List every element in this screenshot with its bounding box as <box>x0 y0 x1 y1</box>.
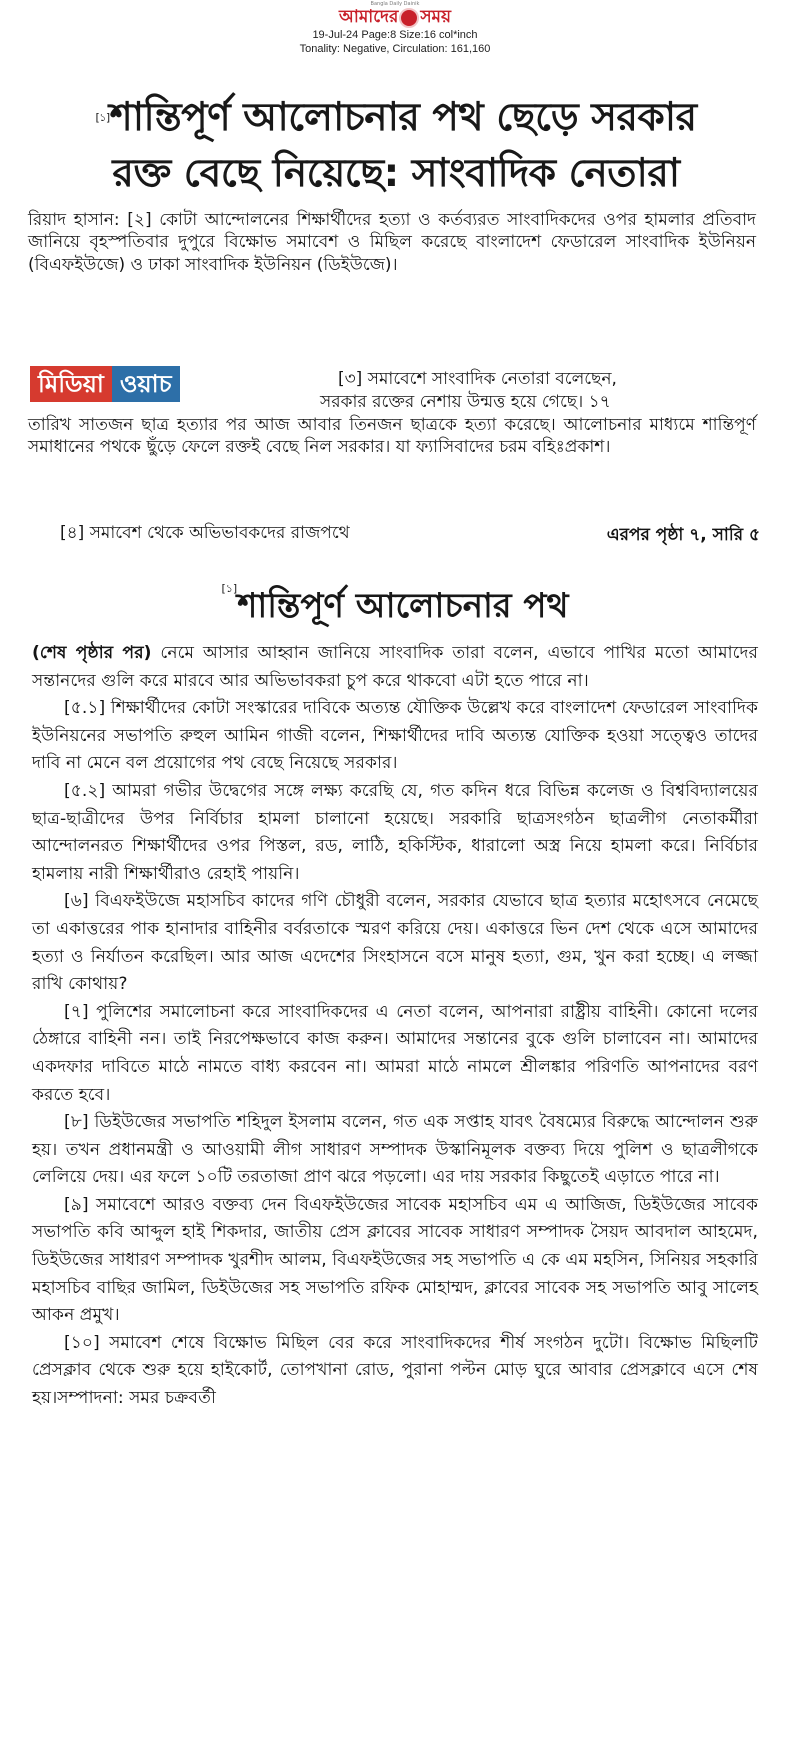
headline-line-2: রক্ত বেছে নিয়েছে: সাংবাদিক নেতারা <box>112 151 680 196</box>
badge-media-label: মিডিয়া <box>30 366 112 402</box>
lead-paragraph: (শেষ পৃষ্ঠার পর) নেমে আসার আহ্বান জানিয়ে সাংবাদিক তারা বলেন, এভাবে পাখির মতো আমাদের সন্তানদের গুলি করে মারবে আর অভিভাবকরা চুপ করে থাকবো এটা হতে পারে না। <box>32 643 758 691</box>
clip-meta-tonality: Tonality: Negative, Circulation: 161,160 <box>299 43 491 55</box>
article-body <box>32 640 758 1413</box>
para3-line2: সরকার রক্তের নেশায় উন্মত্ত হয়ে গেছে। ১৭ <box>320 392 611 412</box>
subhead-marker: [১] <box>221 582 238 595</box>
byline-paragraph: রিয়াদ হাসান: [২] কোটা আন্দোলনের শিক্ষার্থীদের হত্যা ও কর্তব্যরত সাংবাদিকদের ওপর হামলার প্রতিবাদ জানিয়ে বৃহস্পতিবার দুপুরে বিক্ষোভ সমাবেশ ও মিছিল করেছে বাংলাদেশ ফেডারেল সাংবাদিক ইউনিয়ন (বিএফইউজে) ও ঢাকা সাংবাদিক ইউনিয়ন (ডিইউজে)। <box>28 210 756 275</box>
headline-marker: [১] <box>95 111 110 124</box>
para-5-1: [৫.১] শিক্ষার্থীদের কোটা সংস্কারের দাবিকে অত্যন্ত যৌক্তিক উল্লেখ করে বাংলাদেশ ফেডারেল সাংবাদিক ইউনিয়নের সভাপতি রুহুল আমিন গাজী বলেন, শিক্ষার্থীদের দাবি অত্যন্ত যোক্তিক হওয়া সত্ত্বেও তাদের দাবি না মেনে বল প্রয়োগের পথ বেছে নিয়েছে সরকার। <box>32 698 758 774</box>
masthead <box>0 2 790 56</box>
para-7: [৭] পুলিশের সমালোচনা করে সাংবাদিকদের এ নেতা বলেন, আপনারা রাষ্ট্রীয় বাহিনী। কোনো দলের ঠেঙ্গারে বাহিনী নন। তাই নিরপেক্ষভাবে কাজ করুন। আমাদের সন্তানের বুকে গুলি চালাবেন না। আমাদের একদফার দাবিতে মাঠে নামতে বাধ্য করবেন না। আমরা মাঠে নামলে শ্রীলঙ্কার পরিণতি আপনাদের বরণ করতে হবে। <box>32 1001 758 1105</box>
logo-tagline: Bangla Daily Dainik <box>370 1 420 7</box>
lead-bold: (শেষ পৃষ্ঠার পর) <box>32 643 152 663</box>
para-5-2: [৫.২] আমরা গভীর উদ্বেগের সঙ্গে লক্ষ্য করেছি যে, গত কদিন ধরে বিভিন্ন কলেজ ও বিশ্ববিদ্যালয়ের ছাত্র-ছাত্রীদের উপর নির্বিচার হামলা চালানো হয়েছে। সরকারি ছাত্রসংগঠন ছাত্রলীগ নেতাকর্মীরা আন্দোলনরত শিক্ষার্থীদের ওপর পিস্তল, রড, লাঠি, হকিস্টিক, ধারালো অস্ত্র নিয়ে হামলা করে। নির্বিচার হামলায় নারী শিক্ষার্থীরাও রেহাই পায়নি। <box>32 780 758 884</box>
para-8: [৮] ডিইউজের সভাপতি শহিদুল ইসলাম বলেন, গত এক সপ্তাহ যাবৎ বৈষম্যের বিরুদ্ধে আন্দোলন শুরু হয়। তখন প্রধানমন্ত্রী ও আওয়ামী লীগ সাধারণ সম্পাদক উস্কানিমূলক বক্তব্য দিয়ে পুলিশ ও ছাত্রলীগকে লেলিয়ে দেয়। এর ফলে ১০টি তরতাজা প্রাণ ঝরে পড়লো। এর দায় সরকার কিছুতেই এড়াতে পারে না। <box>32 1112 758 1188</box>
para-6: [৬] বিএফইউজে মহাসচিব কাদের গণি চৌধুরী বলেন, সরকার যেভাবে ছাত্র হত্যার মহোৎসবে নেমেছে তা একাত্তরের পাক হানাদার বাহিনীর বর্বরতাকে স্মরণ করিয়ে দেয়। একাত্তরে ভিন দেশ থেকে এসে আমাদের হত্যা ও নির্যাতন করেছিল। আর আজ এদেশের সিংহাসনে বসে মানুষ হত্যা, গুম, খুন করা হচ্ছে। এ লজ্জা রাখি কোথায়? <box>32 891 758 995</box>
continued-notice: এরপর পৃষ্ঠা ৭, সারি ৫ <box>606 525 760 545</box>
para3-rest: তারিখ সাতজন ছাত্র হত্যার পর আজ আবার তিনজন ছাত্রকে হত্যা করেছে। আলোচনার মাধ্যমে শান্তিপূর্ণ সমাধানের পথকে ছুঁড়ে ফেলে রক্তই বেছে নিল সরকার। যা ফ্যাসিবাদের চরম বহিঃপ্রকাশ। <box>28 415 756 458</box>
media-watch-badge <box>30 366 180 402</box>
clip-meta-date: 19-Jul-24 Page:8 Size:16 col*inch <box>312 29 478 41</box>
para-9: [৯] সমাবেশে আরও বক্তব্য দেন বিএফইউজের সাবেক মহাসচিব এম এ আজিজ, ডিইউজের সাবেক সভাপতি কবি আব্দুল হাই শিকদার, জাতীয় প্রেস ক্লাবের সাবেক সাধারণ সম্পাদক সৈয়দ আবদাল আহমেদ, ডিইউজের সাধারণ সম্পাদক খুরশীদ আলম, বিএফইউজের সহ সভাপতি এ কে এম মহসিন, সিনিয়র সহকারি মহাসচিব বাছির জামিল, ডিইউজের সহ সভাপতি রফিক মোহাম্মদ, ক্লাবের সাবেক সহ সভাপতি আবু সালেহ আকন প্রমুখ। <box>32 1194 758 1326</box>
logo-right-text: সময় <box>420 7 451 27</box>
logo-seal-icon <box>399 8 419 28</box>
newspaper-logo <box>339 1 451 28</box>
para-10: [১০] সমাবেশ শেষে বিক্ষোভ মিছিল বের করে সাংবাদিকদের শীর্ষ সংগঠন দুটো। বিক্ষোভ মিছিলটি প্রেসক্লাব থেকে শুরু হয়ে হাইকোর্ট, তোপখানা রোড, পুরানা পল্টন মোড় ঘুরে আবার প্রেসক্লাবে এসে শেষ হয়।সম্পাদনা: সমর চক্রবর্তী <box>32 1332 758 1409</box>
headline-line-1: [১]শান্তিপূর্ণ আলোচনার পথ ছেড়ে সরকার <box>95 95 697 140</box>
para3-line1: [৩] সমাবেশে সাংবাদিক নেতারা বলেছেন, <box>338 369 617 389</box>
badge-watch-label: ওয়াচ <box>112 366 180 402</box>
logo-left-text: আমাদের <box>339 7 399 27</box>
subhead: [১]শান্তিপূর্ণ আলোচনার পথ <box>221 582 569 626</box>
para4-teaser: [৪] সমাবেশ থেকে অভিভাবকদের রাজপথে <box>60 523 350 543</box>
